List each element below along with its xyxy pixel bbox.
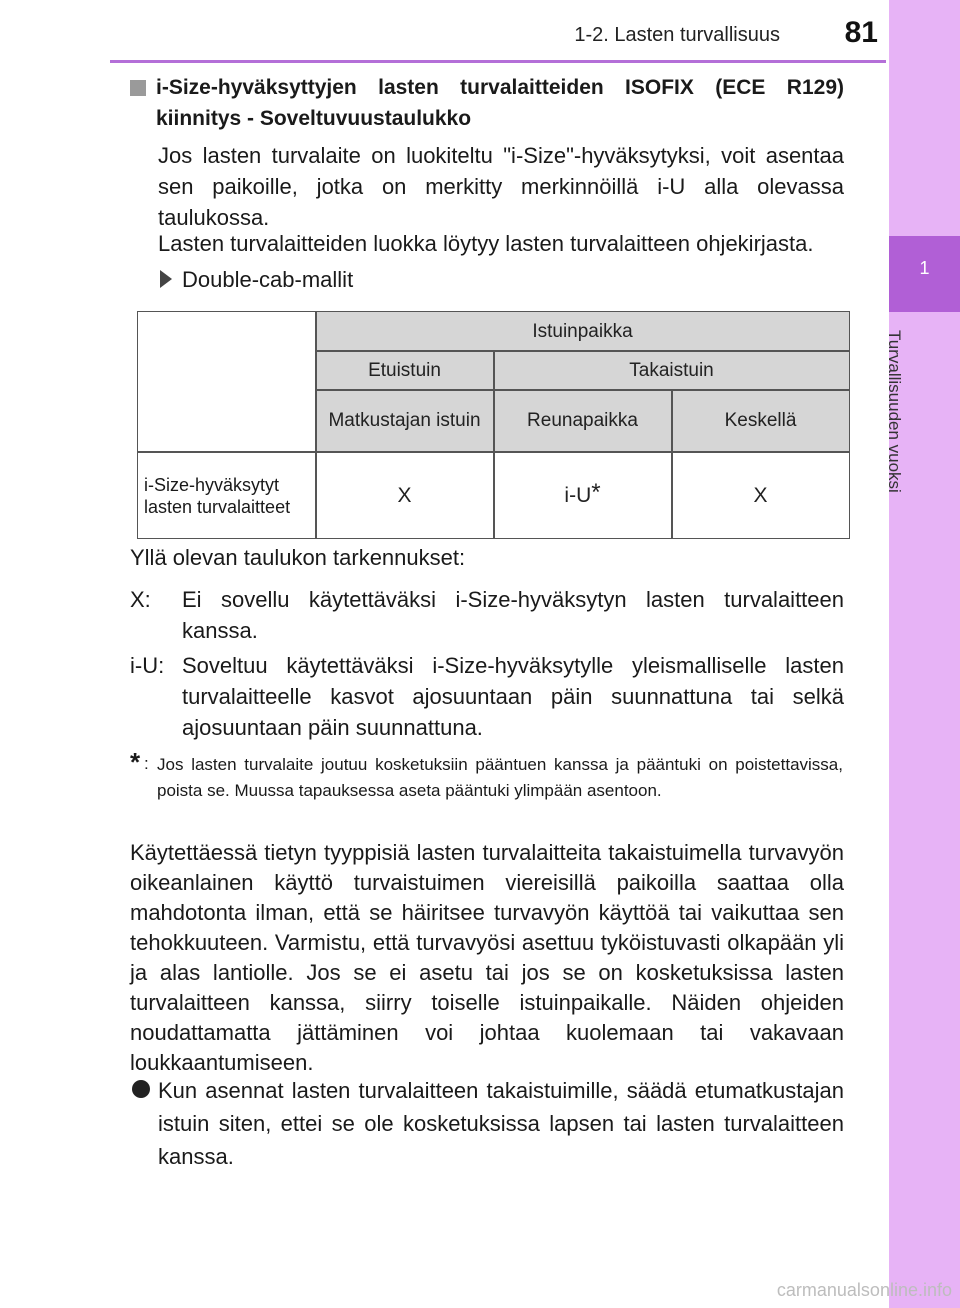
footnote-colon: : [144,754,149,773]
table-header-outer: Reunapaikka [494,390,671,451]
chapter-label-text: Turvallisuuden vuoksi [885,330,904,493]
footnote-text: Jos lasten turvalaite joutuu kosketuksiin pääntuen kanssa ja pääntuki on poistettavissa, poista se. Muussa tapauksessa aseta pääntuki ylimpään asentoon. [157,755,843,800]
watermark: carmanualsonline.info [776,1280,952,1300]
chapter-label [885,330,936,530]
table-cell-outer: i-U * [564,478,601,507]
table-header-passenger: Matkustajan istuin [316,390,493,451]
subsection-title: Double-cab-mallit [182,267,354,292]
table-line [316,350,849,352]
table-header-center: Keskellä [672,390,849,451]
page-number: 81 [844,16,878,49]
table-header-seat-position: Istuinpaikka [316,312,849,350]
definition-term-iu: i-U: [130,653,165,678]
table-header-rear: Takaistuin [494,351,849,389]
table-row-label: i-Size-hyväksytyt lasten turvalaitteet [144,474,291,517]
running-header: 1-2. Lasten turvallisuus [574,24,780,46]
chapter-tab-strip [889,0,960,1308]
intro-paragraph-2: Lasten turvalaitteiden luokka löytyy lasten turvalaitteen ohjekirjasta. [158,231,814,256]
square-bullet-icon [130,80,146,96]
table-line [493,351,495,538]
isofix-table [137,311,850,539]
definition-text-x: Ei sovellu käytettäväksi i-Size-hyväksytyn lasten turvalaitteen kanssa. [182,587,844,643]
table-cell-center: X [753,484,768,507]
table-header-front: Etuistuin [316,351,493,389]
triangle-bullet-icon [160,270,172,288]
table-line [316,389,849,391]
chapter-number: 1 [919,258,930,278]
definition-text-iu: Soveltuu käytettäväksi i-Size-hyväksytylle yleismalliselle lasten turvalaitteelle kasvot ajosuuntaan päin suunnattuna tai selkä ajosuuntaan päin suunnattuna. [182,653,844,740]
table-line [671,390,673,538]
notes-title: Yllä olevan taulukon tarkennukset: [130,545,466,570]
bullet-item-text: Kun asennat lasten turvalaitteen takaistuimille, säädä etumatkustajan istuin siten, ettei se ole kosketuksissa lapsen tai lasten turvalaitteen kanssa. [158,1078,844,1169]
section-heading: i-Size-hyväksyttyjen lasten turvalaitteiden ISOFIX (ECE R129) kiinnitys - Soveltuvuustaulukko [156,76,844,130]
intro-paragraph: Jos lasten turvalaite on luokiteltu "i-Size"-hyväksytyksi, voit asentaa sen paikoille, jotka on merkitty merkinnöillä i-U alla olevassa taulukossa. [158,143,844,230]
round-bullet-icon [132,1080,150,1098]
table-cell-outer-value: i-U [564,484,592,507]
header-divider [110,60,886,63]
footnote-mark: * [130,747,141,777]
definition-term-x: X: [130,587,151,612]
table-line [315,312,317,538]
warning-paragraph: Käytettäessä tietyn tyyppisiä lasten turvalaitteita takaistuimella turvavyön oikeanlainen käyttö turvaistuimen viereisillä paikoilla saattaa olla mahdotonta ilman, että se häiritsee turvavyön käyttöä tai vaikuttaa sen tehokkuuteen. Varmistu, että turvavyösi asettuu tyköistuvasti olkapään yli ja alas lantiolle. Jos se ei asetu tai jos se on kosketuksissa lasten turvalaitteen kanssa, siirry toiselle istuinpaikalle. Näiden ohjeiden noudattamatta jättäminen voi johtaa kuolemaan tai vakavaan loukkaantumiseen. [130,840,844,1075]
table-cell-passenger: X [397,484,412,507]
